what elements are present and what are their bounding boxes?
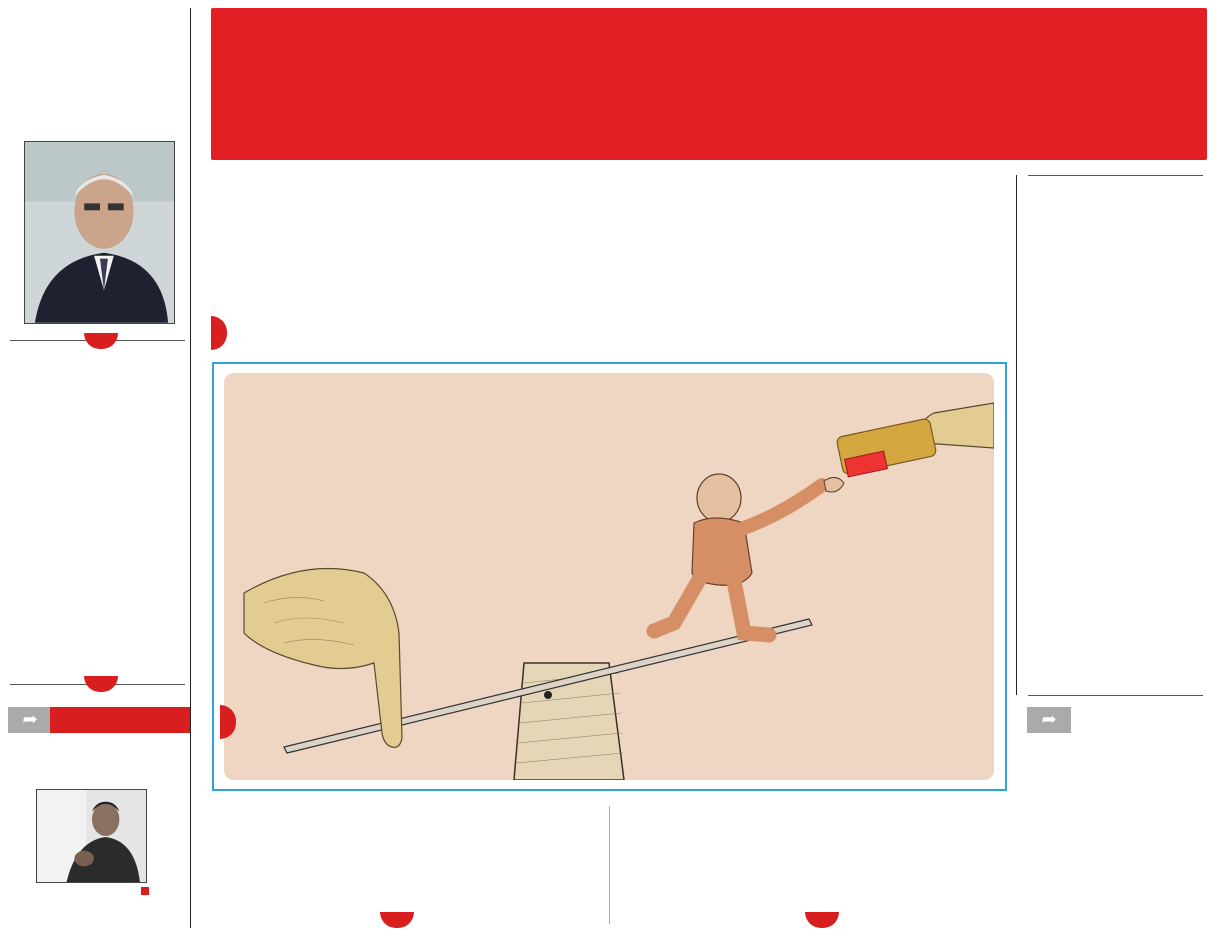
column-rule-bottom — [609, 806, 610, 924]
page-badge — [805, 912, 839, 928]
column-rule-left — [190, 8, 191, 928]
page-badge — [84, 676, 118, 692]
rule-right-top — [1028, 175, 1203, 176]
arrow-icon: ➦ — [8, 707, 52, 733]
column-rule-right — [1016, 175, 1017, 695]
section-heading — [50, 707, 190, 733]
right-top-body — [1038, 290, 1194, 695]
vice-president-photo — [24, 141, 175, 324]
author-photo — [36, 789, 147, 883]
seesaw-cartoon-icon — [224, 373, 994, 780]
author-marker — [141, 887, 149, 895]
page-badge — [211, 316, 227, 350]
page-badge — [380, 912, 414, 928]
page-badge — [84, 333, 118, 349]
portrait-icon — [37, 790, 146, 882]
portrait-icon — [25, 142, 174, 323]
cartoon-image — [224, 373, 994, 780]
masthead — [211, 8, 1207, 160]
arrow-icon: ➦ — [1027, 707, 1071, 733]
rule-right-2 — [1028, 695, 1203, 696]
left-mid-body — [22, 470, 176, 670]
